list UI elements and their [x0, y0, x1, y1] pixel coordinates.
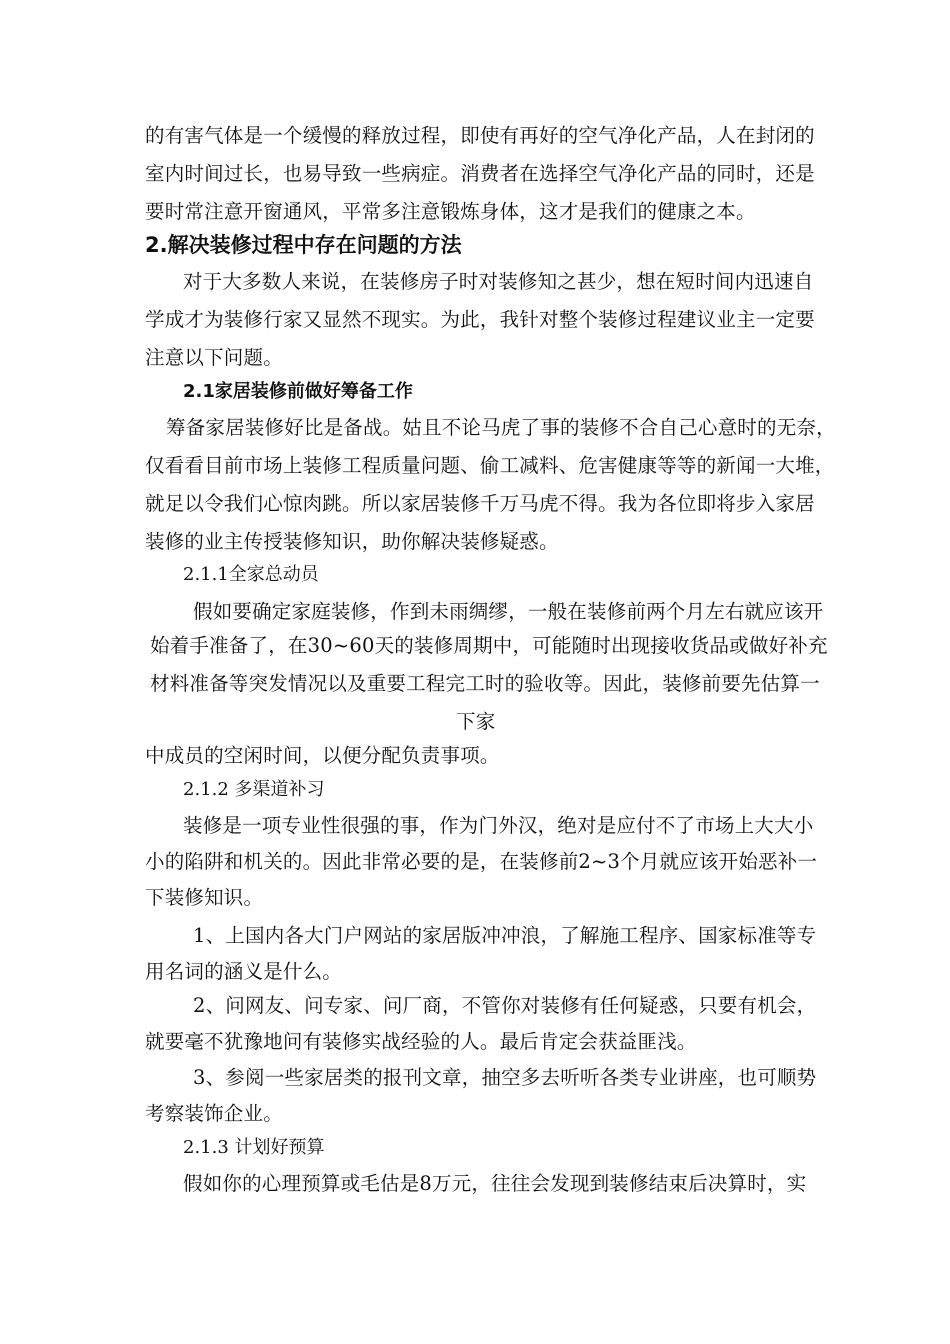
paragraph-line: 仅看看目前市场上装修工程质量问题、偷工减料、危害健康等等的新闻一大堆，: [145, 454, 835, 477]
paragraph-line: 下装修知识。: [145, 886, 264, 909]
paragraph-line: 3、参阅一些家居类的报刊文章，抽空多去听听各类专业讲座，也可顺势: [193, 1066, 817, 1089]
paragraph-line: 中成员的空闲时间，以便分配负责事项。: [145, 744, 500, 767]
paragraph-line: 用名词的涵义是什么。: [145, 960, 343, 983]
paragraph-line: 2、问网友、问专家、问厂商，不管你对装修有任何疑惑，只要有机会，: [193, 994, 817, 1017]
subsubsection-heading: 2.1.1全家总动员: [183, 564, 319, 585]
paragraph-line: 学成才为装修行家又显然不现实。为此，我针对整个装修过程建议业主一定要: [145, 308, 815, 331]
paragraph-line: 假如你的心理预算或毛估是8万元，往往会发现到装修结束后决算时，实: [183, 1172, 807, 1195]
paragraph-line: 装修的业主传授装修知识，助你解决装修疑惑。: [145, 530, 559, 553]
paragraph-line: 1、上国内各大门户网站的家居版冲冲浪，了解施工程序、国家标准等专: [193, 924, 817, 947]
paragraph-line: 要时常注意开窗通风，平常多注意锻炼身体，这才是我们的健康之本。: [145, 200, 756, 223]
subsubsection-heading: 2.1.2 多渠道补习: [183, 779, 325, 800]
paragraph-line: 材料准备等突发情况以及重要工程完工时的验收等。因此，装修前要先估算一: [150, 672, 820, 695]
paragraph-line: 装修是一项专业性很强的事，作为门外汉，绝对是应付不了市场上大大小: [183, 814, 814, 837]
paragraph-line: 室内时间过长，也易导致一些病症。消费者在选择空气净化产品的同时，还是: [145, 162, 815, 185]
paragraph-line: 始着手准备了，在30~60天的装修周期中，可能随时出现接收货品或做好补充: [150, 634, 828, 657]
paragraph-line: 注意以下问题。: [145, 346, 283, 369]
paragraph-line: 筹备家居装修好比是备战。姑且不论马虎了事的装修不合自己心意时的无奈，: [166, 416, 836, 439]
paragraph-line: 下家: [456, 710, 496, 733]
paragraph-line: 的有害气体是一个缓慢的释放过程，即使有再好的空气净化产品，人在封闭的: [145, 124, 815, 147]
subsection-heading: 2.1家居装修前做好筹备工作: [183, 381, 413, 402]
section-heading: 2.解决装修过程中存在问题的方法: [145, 233, 462, 257]
paragraph-line: 对于大多数人来说，在装修房子时对装修知之甚少，想在短时间内迅速自: [183, 270, 814, 293]
paragraph-line: 假如要确定家庭装修，作到未雨绸缪，一般在装修前两个月左右就应该开: [193, 600, 824, 623]
paragraph-line: 小的陷阱和机关的。因此非常必要的是，在装修前2~3个月就应该开始恶补一: [145, 850, 818, 873]
paragraph-line: 考察装饰企业。: [145, 1102, 283, 1125]
paragraph-line: 就足以令我们心惊肉跳。所以家居装修千万马虎不得。我为各位即将步入家居: [145, 492, 815, 515]
paragraph-line: 就要毫不犹豫地问有装修实战经验的人。最后肯定会获益匪浅。: [145, 1030, 697, 1053]
subsubsection-heading: 2.1.3 计划好预算: [183, 1137, 325, 1158]
